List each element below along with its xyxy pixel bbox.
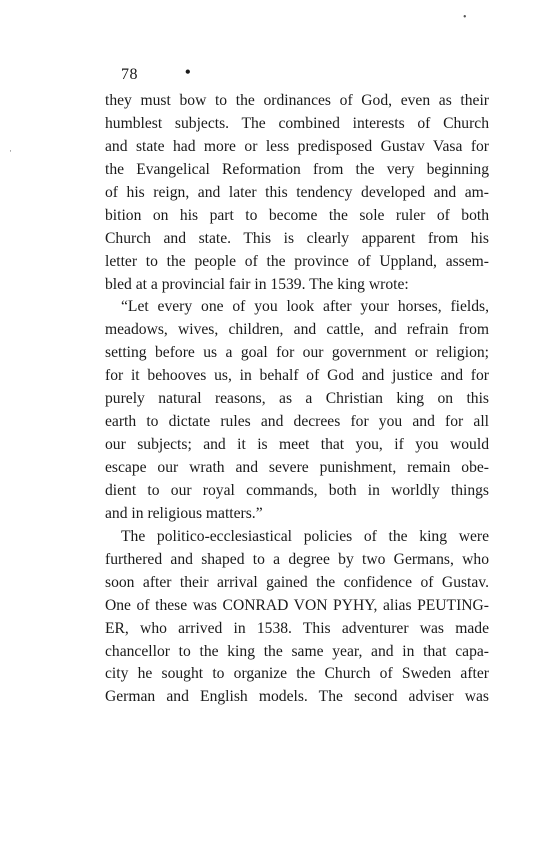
text-line: dient to our royal commands, both in worldly things bbox=[105, 481, 489, 499]
text-line: humblest subjects. The combined interests of Church bbox=[105, 114, 489, 132]
text-line: soon after their arrival gained the confidence of Gustav. bbox=[105, 573, 489, 591]
text-line: bition on his part to become the sole ruler of both bbox=[105, 206, 489, 224]
text-line: and state had more or less predisposed Gustav Vasa for bbox=[105, 137, 489, 155]
text-line: One of these was CONRAD VON PYHY, alias PEUTING- bbox=[105, 596, 489, 614]
margin-dot: · bbox=[9, 146, 12, 156]
text-line: our subjects; and it is meet that you, if you would bbox=[105, 436, 489, 454]
text-line: “Let every one of you look after your horses, fields, bbox=[121, 298, 489, 316]
page-number: 78 bbox=[121, 66, 138, 83]
text-line: escape our wrath and severe punishment, remain obe- bbox=[105, 459, 489, 476]
text-line: purely natural reasons, as a Christian king on this bbox=[105, 390, 489, 408]
text-line: city he sought to organize the Church of Sweden after bbox=[105, 665, 489, 683]
text-line: setting before us a goal for our government or religion; bbox=[105, 344, 489, 362]
text-line: ER, who arrived in 1538. This adventurer was made bbox=[105, 619, 489, 637]
body-text bbox=[105, 90, 489, 709]
text-line: chancellor to the king the same year, and in that capa- bbox=[105, 642, 489, 660]
header-dot: • bbox=[185, 64, 191, 81]
text-line: they must bow to the ordinances of God, even as their bbox=[105, 92, 489, 109]
text-line: The politico-ecclesiastical policies of the king were bbox=[121, 527, 489, 545]
text-line: furthered and shaped to a degree by two Germans, who bbox=[105, 550, 489, 568]
text-line: for it behooves us, in behalf of God and justice and for bbox=[105, 367, 489, 385]
corner-dot: • bbox=[463, 12, 467, 23]
text-line: meadows, wives, children, and cattle, and refrain from bbox=[105, 321, 489, 339]
text-line: Church and state. This is clearly apparent from his bbox=[105, 229, 489, 247]
text-line: the Evangelical Reformation from the very beginning bbox=[105, 160, 489, 178]
text-line: of his reign, and later this tendency developed and am- bbox=[105, 183, 489, 201]
text-line: German and English models. The second adviser was bbox=[105, 688, 489, 706]
text-line: bled at a provincial fair in 1539. The king wrote: bbox=[105, 275, 409, 293]
text-line: and in religious matters.” bbox=[105, 504, 263, 522]
text-line: earth to dictate rules and decrees for you and for all bbox=[105, 413, 489, 431]
text-line: letter to the people of the province of Uppland, assem- bbox=[105, 252, 489, 270]
